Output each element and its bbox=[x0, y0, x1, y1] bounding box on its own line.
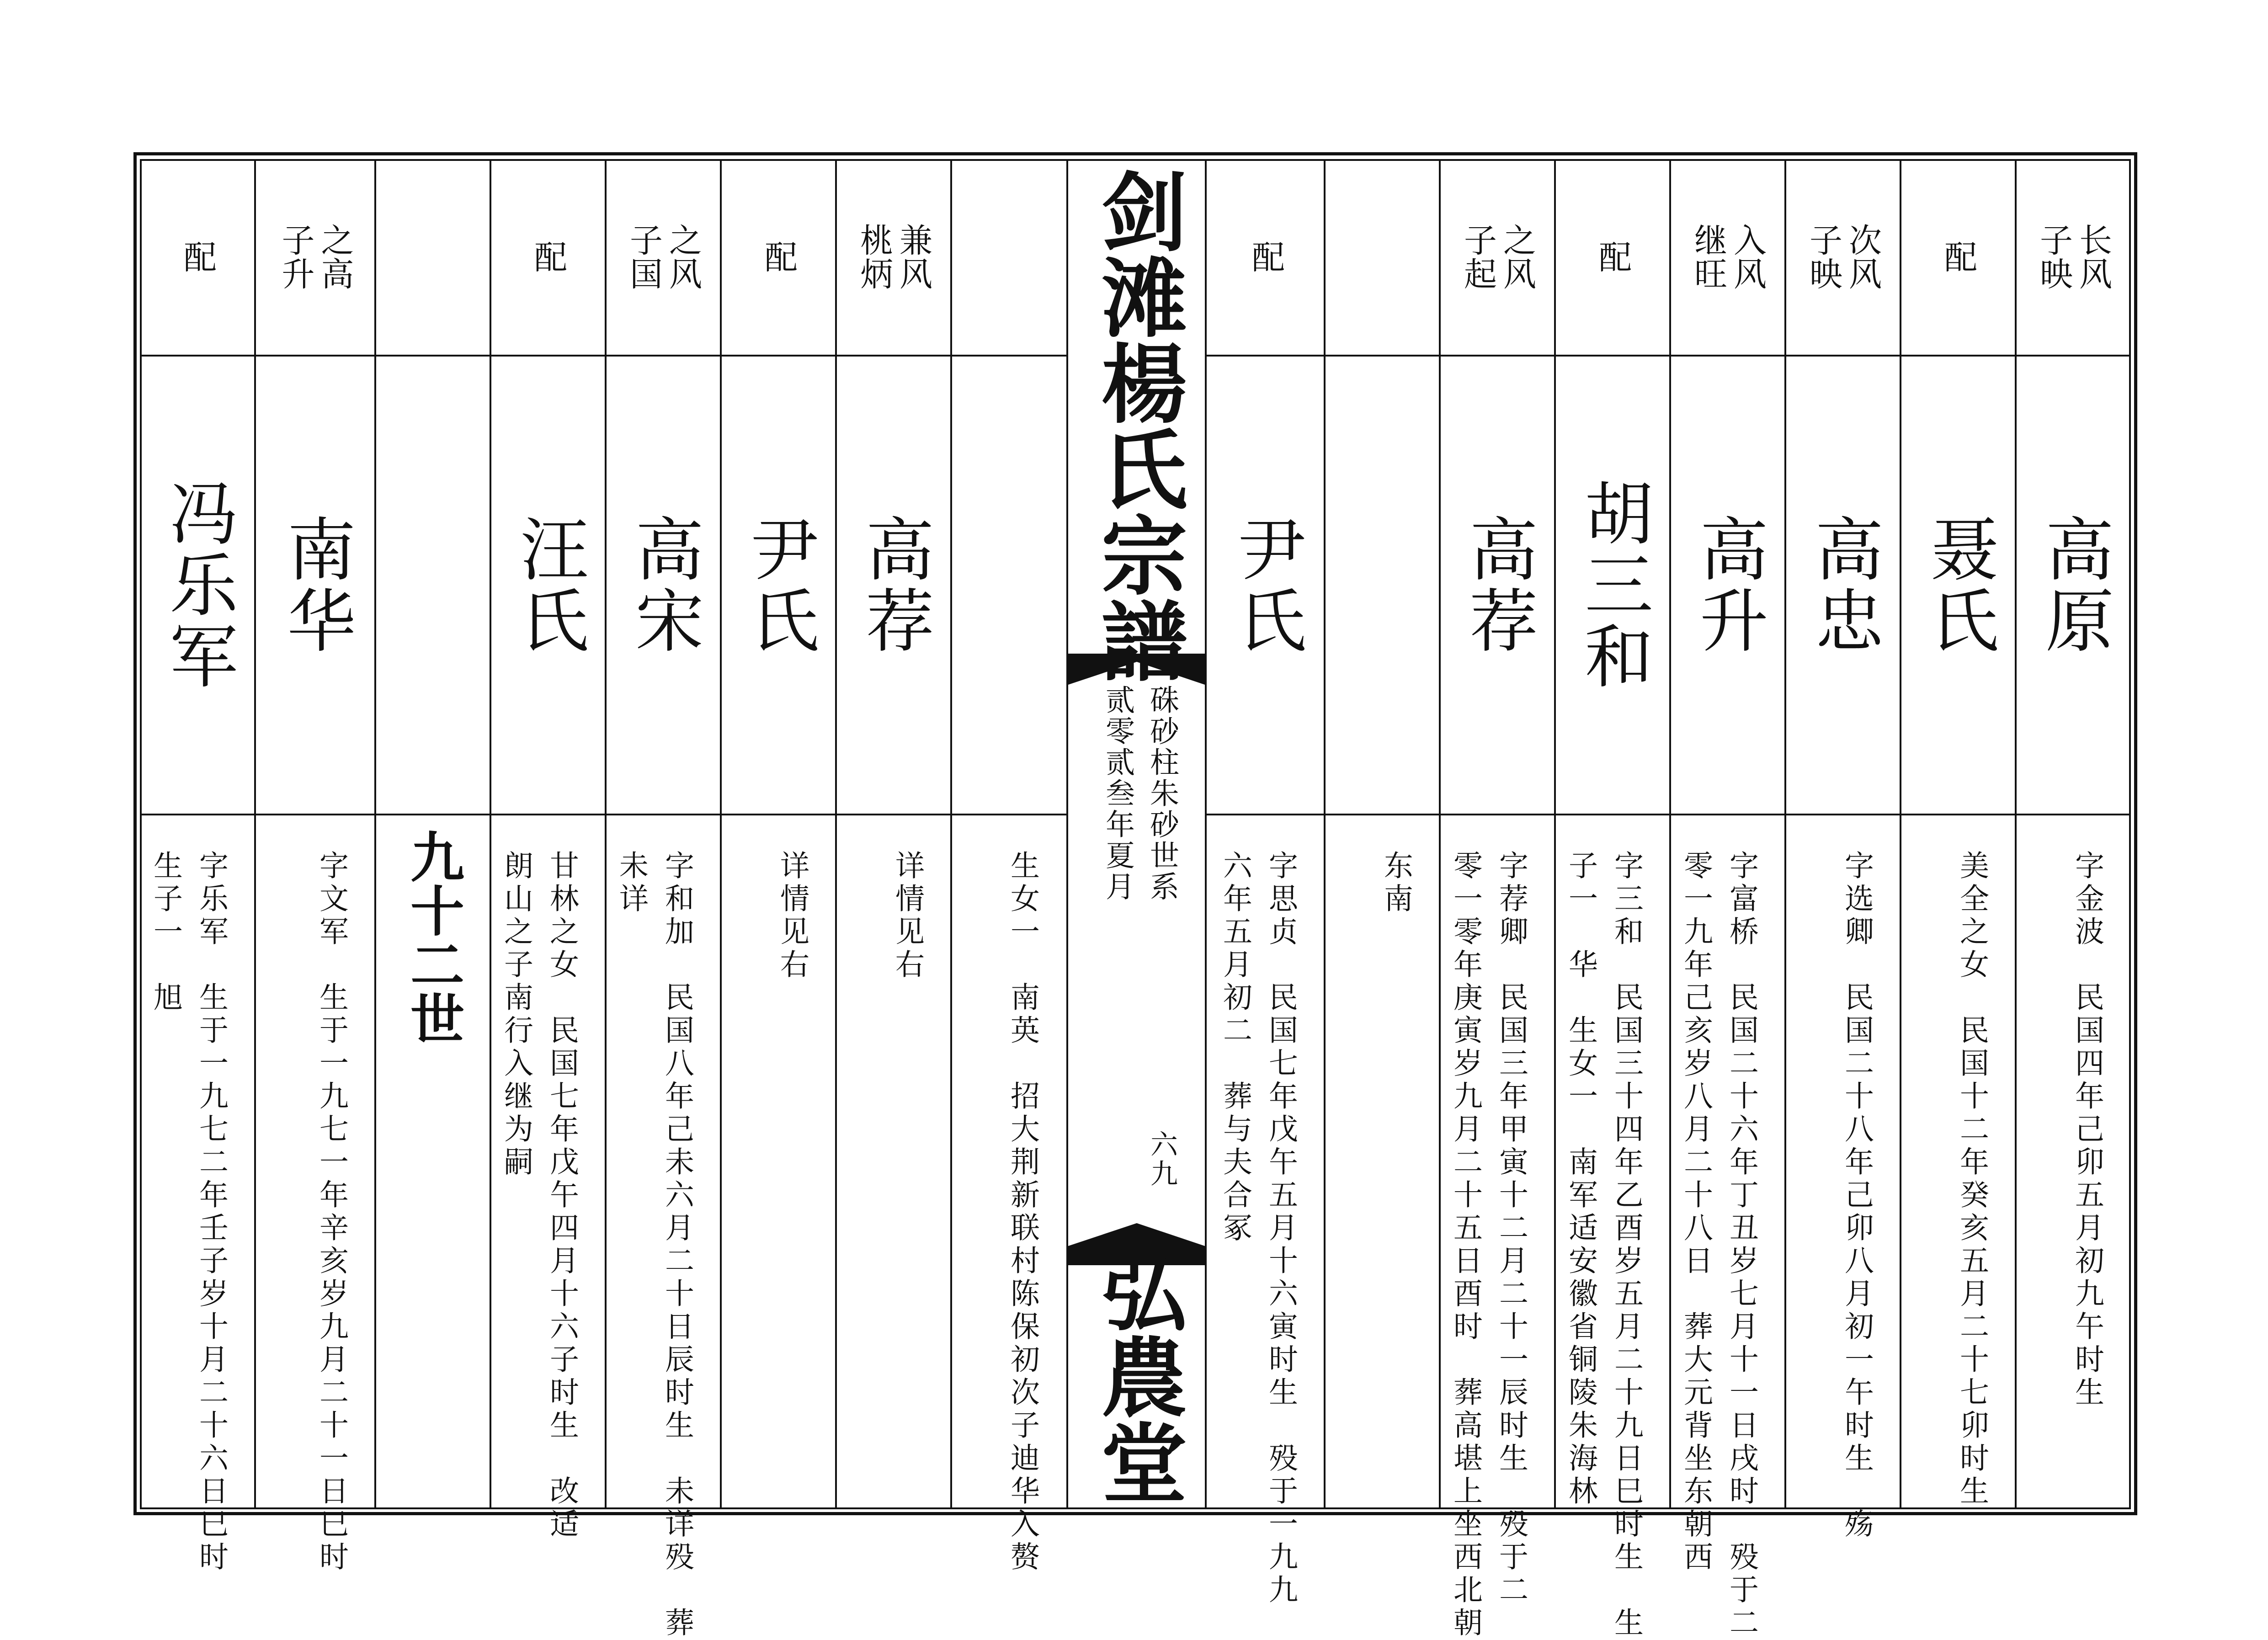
spine-date: 贰零贰叁年夏月 bbox=[1101, 685, 1134, 902]
details-cell bbox=[721, 815, 836, 1509]
relation-cell bbox=[140, 159, 255, 357]
entry-column bbox=[255, 159, 375, 1574]
relation-text: 之风 子国 bbox=[624, 223, 702, 291]
relation-text: 之高 子升 bbox=[276, 223, 354, 291]
relation-cell bbox=[375, 159, 490, 357]
name-cell bbox=[1325, 357, 1440, 815]
name-cell bbox=[721, 357, 836, 815]
relation-cell bbox=[490, 159, 606, 357]
column-divider bbox=[1900, 159, 1901, 1509]
spine-middle bbox=[1068, 655, 1205, 1263]
name-cell bbox=[606, 357, 721, 815]
entry-column bbox=[1670, 159, 1785, 1640]
relation-text: 长风 子映 bbox=[2034, 223, 2112, 291]
column-divider bbox=[2015, 159, 2017, 1509]
details-cell bbox=[490, 815, 606, 1541]
entry-column bbox=[721, 159, 836, 1509]
person-details: 字三和 民国三十四年乙酉岁五月二十九日巳时生 生 子一 华 生女一 南军适安徽省铜陵朱海林 bbox=[1564, 850, 1643, 1640]
details-cell bbox=[1785, 815, 1901, 1541]
column-divider bbox=[1439, 159, 1441, 1509]
relation-cell bbox=[951, 159, 1066, 357]
details-cell bbox=[951, 815, 1066, 1574]
entry-column bbox=[1207, 159, 1325, 1607]
relation-text: 配 bbox=[1246, 240, 1285, 274]
details-cell bbox=[836, 815, 951, 1509]
name-cell bbox=[1207, 357, 1325, 815]
person-name: 高荐 bbox=[854, 514, 933, 656]
relation-cell bbox=[1670, 159, 1785, 357]
person-details: 详情见右 bbox=[775, 850, 809, 982]
name-cell bbox=[140, 357, 255, 815]
details-cell bbox=[2016, 815, 2131, 1509]
relation-text: 之风 子起 bbox=[1459, 223, 1536, 291]
column-divider bbox=[1554, 159, 1556, 1509]
column-divider bbox=[1669, 159, 1671, 1509]
name-cell bbox=[1901, 357, 2016, 815]
name-cell bbox=[1440, 357, 1555, 815]
person-details: 字荐卿 民国三年甲寅十二月二十一辰时生 殁于二 零一零年庚寅岁九月二十五日酉时 葬高堪上坐西北朝 bbox=[1448, 850, 1528, 1640]
details-cell bbox=[1325, 815, 1440, 1509]
relation-text: 次风 子映 bbox=[1804, 223, 1882, 291]
person-details: 东南 bbox=[1379, 850, 1413, 916]
relation-cell bbox=[1440, 159, 1555, 357]
person-details: 生女一 南英 招大荆新联村陈保初次子迪华入赘 bbox=[1006, 850, 1039, 1574]
column-divider bbox=[1324, 159, 1326, 1509]
person-name: 南华 bbox=[275, 514, 355, 656]
details-cell bbox=[1440, 815, 1555, 1640]
name-cell bbox=[2016, 357, 2131, 815]
entry-column bbox=[140, 159, 255, 1574]
person-name: 汪氏 bbox=[508, 514, 588, 656]
relation-text: 配 bbox=[529, 240, 567, 274]
relation-cell bbox=[2016, 159, 2131, 357]
page-number: 六九 bbox=[1146, 1130, 1178, 1188]
name-cell bbox=[255, 357, 375, 815]
entry-column bbox=[2016, 159, 2131, 1509]
spine-hall-name: 弘農堂 bbox=[1086, 1247, 1187, 1505]
spine-title: 剑滩楊氏宗譜 bbox=[1086, 167, 1187, 683]
column-divider bbox=[605, 159, 607, 1509]
name-cell bbox=[951, 357, 1066, 815]
name-cell bbox=[836, 357, 951, 815]
relation-text: 配 bbox=[759, 240, 798, 274]
name-cell bbox=[490, 357, 606, 815]
details-cell bbox=[1555, 815, 1670, 1640]
entry-column bbox=[1440, 159, 1555, 1640]
person-details: 详情见右 bbox=[890, 850, 924, 982]
person-name: 高宋 bbox=[623, 514, 703, 656]
entry-column bbox=[1555, 159, 1670, 1640]
person-details: 字思贞 民国七年戊午五月十六寅时生 殁于一九九 六年五月初二 葬与夫合冢 bbox=[1218, 850, 1298, 1607]
person-name: 冯乐军 bbox=[158, 478, 237, 692]
relation-text: 配 bbox=[1939, 240, 1977, 274]
column-divider bbox=[490, 159, 491, 1509]
details-cell bbox=[140, 815, 255, 1574]
details-cell bbox=[1901, 815, 2016, 1509]
entry-column bbox=[836, 159, 951, 1509]
person-details: 字富桥 民国二十六年丁丑岁七月十一日戌时 殁于二 零一九年己亥岁八月二十八日 葬大元背坐东朝西 bbox=[1679, 850, 1758, 1640]
relation-text: 兼风 桃炳 bbox=[855, 223, 932, 291]
entry-column bbox=[1901, 159, 2016, 1509]
name-cell bbox=[1785, 357, 1901, 815]
relation-cell bbox=[1785, 159, 1901, 357]
column-divider bbox=[835, 159, 837, 1509]
spine-lineage: 硃砂柱朱砂世系 bbox=[1145, 685, 1179, 902]
person-name: 胡三和 bbox=[1573, 478, 1652, 692]
name-cell bbox=[1670, 357, 1785, 815]
person-name: 尹氏 bbox=[739, 514, 818, 656]
column-divider bbox=[950, 159, 952, 1509]
person-name: 尹氏 bbox=[1226, 514, 1305, 656]
relation-cell bbox=[836, 159, 951, 357]
person-details: 字乐军 生于一九七二年壬子岁十月二十六日巳时 生子一 旭 bbox=[149, 850, 228, 1574]
relation-text: 配 bbox=[178, 240, 217, 274]
relation-cell bbox=[1207, 159, 1325, 357]
name-cell bbox=[1555, 357, 1670, 815]
details-cell bbox=[606, 815, 721, 1640]
entry-column bbox=[490, 159, 606, 1541]
relation-cell bbox=[1555, 159, 1670, 357]
person-name: 高荐 bbox=[1458, 514, 1537, 656]
person-name: 聂氏 bbox=[1918, 514, 1998, 656]
generation-label: 九十二世 bbox=[401, 829, 464, 1045]
relation-cell bbox=[1325, 159, 1440, 357]
details-cell bbox=[1670, 815, 1785, 1640]
details-cell bbox=[375, 815, 490, 1509]
generation-column bbox=[375, 159, 490, 1509]
details-cell bbox=[255, 815, 375, 1574]
relation-cell bbox=[255, 159, 375, 357]
column-divider bbox=[374, 159, 376, 1509]
column-divider bbox=[1784, 159, 1786, 1509]
book-spine bbox=[1066, 159, 1207, 1509]
person-details: 字金波 民国四年己卯五月初九午时生 bbox=[2070, 850, 2104, 1410]
person-name: 高原 bbox=[2034, 514, 2113, 656]
person-details: 字选卿 民国二十八年己卯八月初一午时生 殇 bbox=[1840, 850, 1874, 1541]
details-cell bbox=[1207, 815, 1325, 1607]
person-name: 高升 bbox=[1688, 514, 1768, 656]
person-name: 高忠 bbox=[1803, 514, 1883, 656]
column-divider bbox=[720, 159, 722, 1509]
entry-column bbox=[606, 159, 721, 1640]
person-details: 字文军 生于一九七一年辛亥岁九月二十一日巳时 bbox=[314, 850, 348, 1574]
relation-text: 配 bbox=[1593, 240, 1632, 274]
relation-text: 入风 继旺 bbox=[1689, 223, 1767, 291]
person-details: 美全之女 民国十二年癸亥五月二十七卯时生 bbox=[1955, 850, 1989, 1508]
relation-cell bbox=[606, 159, 721, 357]
relation-cell bbox=[1901, 159, 2016, 357]
relation-cell bbox=[721, 159, 836, 357]
entry-column bbox=[1325, 159, 1440, 1509]
column-divider bbox=[254, 159, 256, 1509]
name-cell bbox=[375, 357, 490, 815]
entry-column bbox=[1785, 159, 1901, 1541]
person-details: 甘林之女 民国七年戊午四月十六子时生 改适 朗山之子南行入继为嗣 bbox=[499, 850, 579, 1541]
person-details: 字和加 民国八年己未六月二十日辰时生 未详殁 葬 未详 bbox=[614, 850, 694, 1640]
entry-column bbox=[951, 159, 1066, 1574]
